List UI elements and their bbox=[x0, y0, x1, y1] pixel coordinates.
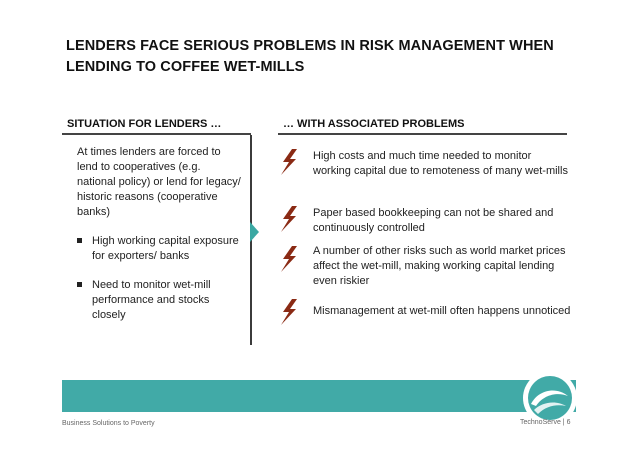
lightning-bolt-icon bbox=[278, 298, 300, 326]
situation-intro: At times lenders are forced to lend to cooperatives (e.g. national policy) or lend for legacy/ historic reasons (cooperative banks) bbox=[77, 146, 241, 218]
footer-band bbox=[62, 380, 576, 412]
chevron-right-icon bbox=[250, 222, 259, 242]
square-bullet-icon bbox=[77, 282, 82, 287]
footer-tagline: Business Solutions to Poverty bbox=[62, 420, 155, 427]
problem-item: Mismanagement at wet-mill often happens unnoticed bbox=[313, 305, 571, 317]
situation-header: SITUATION FOR LENDERS … bbox=[67, 118, 222, 130]
problem-item: Paper based bookkeeping can not be shared and continuously controlled bbox=[313, 207, 554, 234]
lightning-bolt-icon bbox=[278, 245, 300, 273]
technoserve-logo-icon bbox=[522, 370, 578, 426]
problems-header: … WITH ASSOCIATED PROBLEMS bbox=[283, 118, 465, 130]
problem-item: A number of other risks such as world market prices affect the wet-mill, making working capital lending even riskier bbox=[313, 245, 566, 287]
problems-header-rule bbox=[278, 133, 567, 135]
situation-bullet bbox=[77, 234, 242, 264]
situation-header-rule bbox=[62, 133, 251, 135]
situation-content bbox=[77, 145, 242, 323]
slide-title: LENDERS FACE SERIOUS PROBLEMS IN RISK MANAGEMENT WHEN LENDING TO COFFEE WET-MILLS bbox=[66, 38, 554, 75]
lightning-bolt-icon bbox=[278, 205, 300, 233]
lightning-bolt-icon bbox=[278, 148, 300, 176]
situation-bullet bbox=[77, 278, 242, 323]
situation-bullet-text: Need to monitor wet-mill performance and stocks closely bbox=[92, 279, 211, 321]
situation-bullet-text: High working capital exposure for exporters/ banks bbox=[92, 235, 239, 262]
footer-page-number: TechnoServe | 6 bbox=[520, 419, 571, 426]
problem-item: High costs and much time needed to monitor working capital due to remoteness of many wet-mills bbox=[313, 150, 568, 177]
square-bullet-icon bbox=[77, 238, 82, 243]
